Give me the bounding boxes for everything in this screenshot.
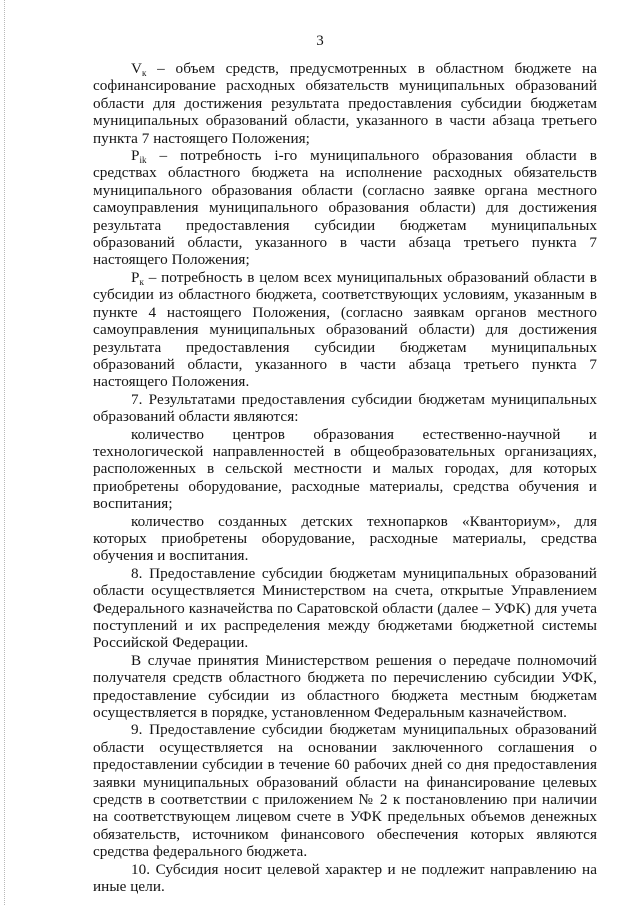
symbol-subscript: ik — [139, 155, 147, 166]
paragraph-7-item-2: количество созданных детских технопарков «Кванториум», для которых приобретены оборудование, расходные материалы, средства обучения и воспитания. — [93, 512, 597, 565]
definition-vk — [93, 60, 597, 147]
definition-pik — [93, 147, 597, 269]
definition-pk — [93, 269, 597, 391]
page-number: 3 — [316, 33, 324, 49]
definition-text: – потребность в целом всех муниципальных образований области в субсидии из областного бюджета, соответствующих условиям, указанным в пункте 4 настоящего Положения, (согласно заявкам органов местного самоуправления муниципальных образований области) для достижения результата предоставления субсидии бюджетам муниципальных образований области, указанного в части абзаца третьего пункта 7 настоящего Положения. — [93, 268, 597, 391]
paragraph-8: 8. Предоставление субсидии бюджетам муниципальных образований области осуществляется Министерством на счета, открытые Управлением Федерального казначейства по Саратовской области (далее – УФК) для учета поступлений и их распределения между бюджетами бюджетной системы Российской Федерации. — [93, 564, 597, 652]
definition-text: – объем средств, предусмотренных в областном бюджете на софинансирование расходных обязательств муниципальных образований области для достижения результата предоставления субсидии бюджетам муниципальных образований области, указанного в части абзаца третьего пункта 7 настоящего Положения; — [93, 60, 597, 147]
scan-margin-dots — [4, 0, 6, 905]
paragraph-7: 7. Результатами предоставления субсидии бюджетам муниципальных образований области являются: — [93, 390, 597, 426]
document-body — [93, 60, 597, 896]
paragraph-7-item-1: количество центров образования естественно-научной и технологической направленностей в общеобразовательных организациях, расположенных в сельской местности и малых городах, для которых приобретены оборудование, расходные материалы, средства обучения и воспитания; — [93, 425, 597, 513]
symbol-subscript: к — [142, 68, 147, 78]
paragraph-9: 9. Предоставление субсидии бюджетам муниципальных образований области осуществляется на основании заключенного соглашения о предоставлении субсидии в течение 60 рабочих дней со дня предоставления заявки муниципальных образований области на финансирование целевых средств в соответствии с приложением № 2 к постановлению при наличии на соответствующем лицевом счете в УФК предельных объемов денежных обязательств, источником финансового обеспечения которых являются средства федерального бюджета. — [93, 721, 597, 861]
symbol: V — [131, 60, 143, 77]
definition-text: – потребность i-го муниципального образования области в средствах областного бюджета на исполнение расходных обязательств муниципального образования области (согласно заявке органа местного самоуправления муниципального образования области) для достижения результата предоставления субсидии бюджетам муниципальных образований области, указанного в части абзаца третьего пункта 7 настоящего Положения; — [93, 147, 597, 269]
symbol: P — [131, 268, 140, 286]
paragraph-8-continuation: В случае принятия Министерством решения о передаче полномочий получателя средств областного бюджета по перечислению субсидии УФК, предоставление субсидии из областного бюджета местным бюджетам осуществляется в порядке, установленном Федеральным казначейством. — [93, 651, 597, 722]
symbol-subscript: к — [139, 276, 144, 287]
paragraph-10: 10. Субсидия носит целевой характер и не подлежит направлению на иные цели. — [93, 860, 597, 896]
symbol: P — [131, 147, 140, 165]
